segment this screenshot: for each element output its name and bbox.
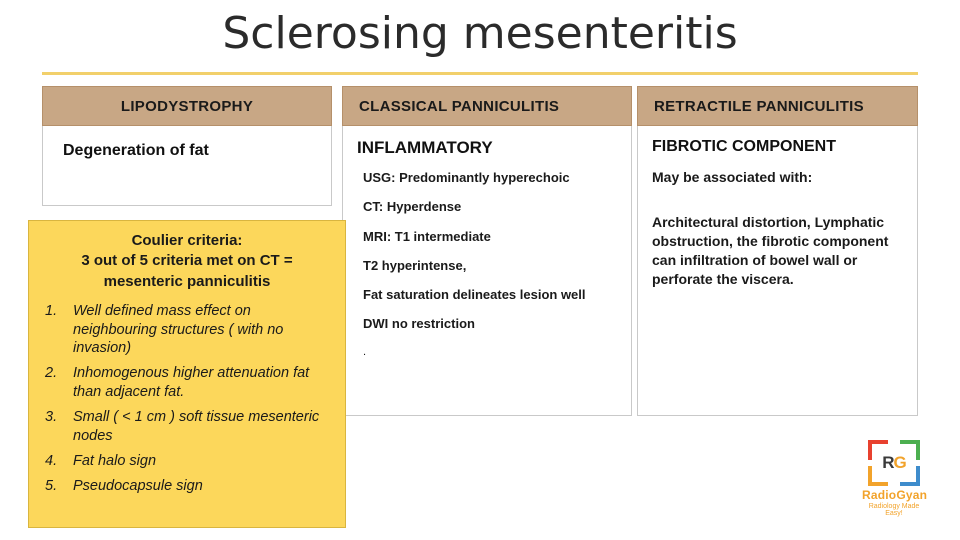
column-retractile-panniculitis	[637, 86, 918, 416]
logo-monogram-r: R	[882, 453, 894, 472]
trailing-mark: .	[363, 345, 367, 358]
callout-title-line-3: mesenteric panniculitis	[103, 272, 271, 290]
list-item: Inhomogenous higher attenuation fat than adjacent fat.	[73, 365, 310, 401]
lipodystrophy-heading: Degeneration of fat	[63, 142, 209, 159]
retractile-paragraph: Architectural distortion, Lymphatic obstruction, the fibrotic component can infiltration of bowel wall or perforate the viscera.	[652, 213, 889, 287]
column-body-lipodystrophy	[42, 126, 332, 206]
callout-title	[41, 231, 333, 292]
list-item: Fat halo sign	[73, 452, 157, 469]
page-title: Sclerosing mesenteritis	[222, 8, 738, 59]
logo-frame-icon	[868, 440, 920, 486]
logo-monogram-g: G	[893, 453, 906, 472]
list-item: Small ( < 1 cm ) soft tissue mesenteric nodes	[73, 408, 320, 444]
column-header-classical-panniculitis: CLASSICAL PANNICULITIS	[342, 86, 632, 126]
column-lipodystrophy	[42, 86, 332, 206]
list-item: Well defined mass effect on neighbouring structures ( with no invasion)	[73, 302, 284, 357]
list-item: CT: Hyperdense	[363, 199, 462, 215]
list-item: USG: Predominantly hyperechoic	[363, 170, 570, 185]
column-body-classical-panniculitis	[342, 126, 632, 416]
list-item: Pseudocapsule sign	[73, 477, 203, 494]
coulier-criteria-list	[41, 302, 333, 496]
callout-title-line-2: 3 out of 5 criteria met on CT =	[81, 252, 293, 270]
retractile-paragraph: May be associated with:	[652, 169, 813, 185]
title-divider	[42, 72, 918, 75]
radiogyan-logo	[862, 440, 926, 517]
list-item: T2 hyperintense,	[363, 257, 467, 273]
column-body-retractile-panniculitis	[637, 126, 918, 416]
classical-heading: INFLAMMATORY	[357, 138, 493, 157]
logo-monogram	[882, 453, 906, 473]
list-item: DWI no restriction	[363, 316, 475, 332]
column-classical-panniculitis	[342, 86, 632, 416]
list-item: MRI: T1 intermediate	[363, 228, 491, 244]
logo-name: RadioGyan	[862, 488, 928, 502]
column-header-lipodystrophy: LIPODYSTROPHY	[42, 86, 332, 126]
retractile-heading: FIBROTIC COMPONENT	[652, 138, 836, 155]
coulier-criteria-callout	[28, 220, 346, 528]
logo-tagline: Radiology Made Easy!	[868, 503, 920, 517]
column-header-retractile-panniculitis: RETRACTILE PANNICULITIS	[637, 86, 918, 126]
callout-title-line-1: Coulier criteria:	[131, 232, 243, 249]
list-item: Fat saturation delineates lesion well	[363, 287, 586, 302]
